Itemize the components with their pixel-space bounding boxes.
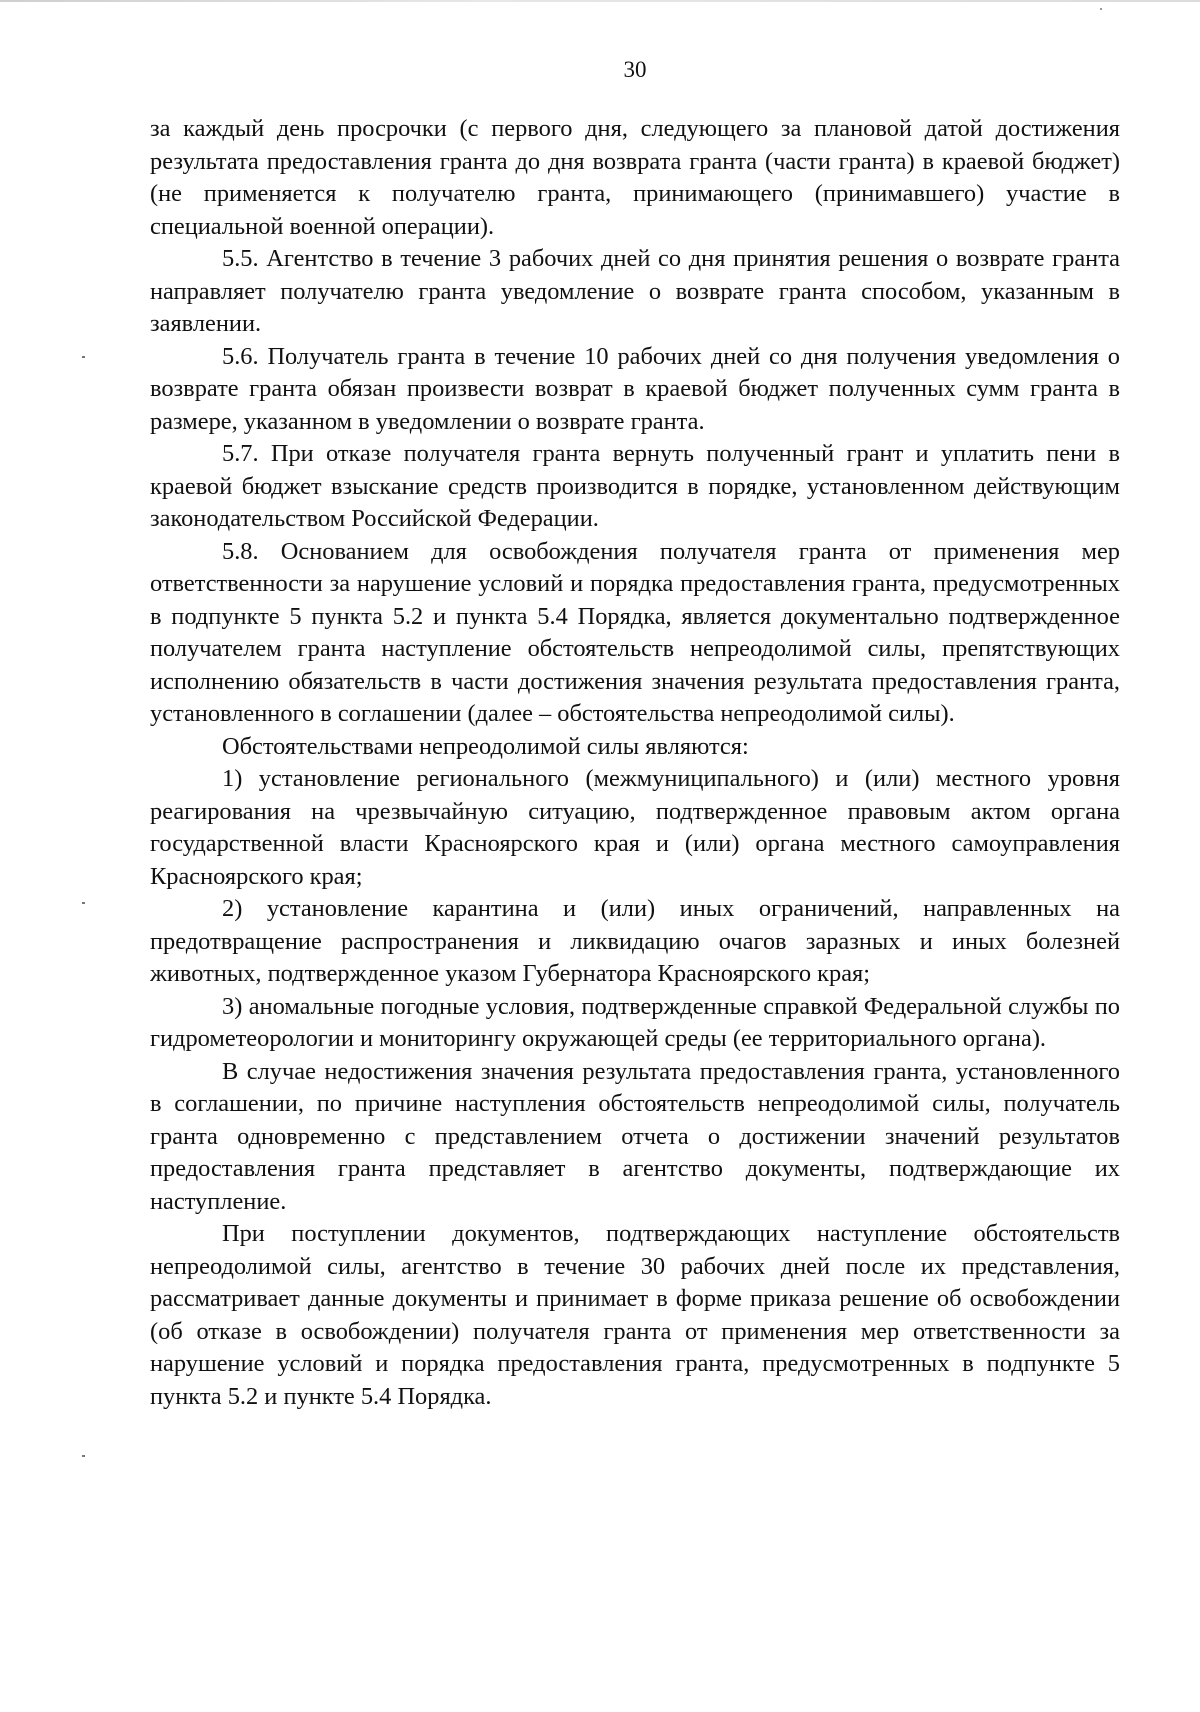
- paragraph-documents-review: При поступлении документов, подтверждающих наступление обстоятельств непреодолимой силы, агентство в течение 30 рабочих дней после их представления, рассматривает данные документы и принимает в форме приказа решение об освобождении (об отказе в освобождении) получателя гранта от применения мер ответственности за нарушение условий и порядка предоставления гранта, предусмотренных в подпункте 5 пункта 5.2 и пункте 5.4 Порядка.: [150, 1220, 1120, 1410]
- paragraph-force-majeure-intro: Обстоятельствами непреодолимой силы являются:: [222, 732, 749, 760]
- scan-mark: [82, 902, 85, 904]
- list-item-2: 2) установление карантина и (или) иных ограничений, направленных на предотвращение распространения и ликвидацию очагов заразных и иных болезней животных, подтвержденное указом Губернатора Красноярского края;: [150, 895, 1120, 987]
- paragraph-continuation: за каждый день просрочки (с первого дня, следующего за плановой датой достижения результата предоставления гранта до дня возврата гранта (части гранта) в краевой бюджет) (не применяется к получателю гранта, принимающего (принимавшего) участие в специальной военной операции).: [150, 115, 1120, 240]
- scan-mark: [82, 1455, 85, 1457]
- paragraph-5-5: 5.5. Агентство в течение 3 рабочих дней со дня принятия решения о возврате гранта направляет получателю гранта уведомление о возврате гранта способом, указанным в заявлении.: [150, 245, 1120, 337]
- paragraph-5-7: 5.7. При отказе получателя гранта вернуть полученный грант и уплатить пени в краевой бюджет взыскание средств производится в порядке, установленном действующим законодательством Российской Федерации.: [150, 440, 1120, 532]
- scan-mark: [82, 356, 85, 358]
- document-body: [150, 113, 1120, 1413]
- list-item-3: 3) аномальные погодные условия, подтвержденные справкой Федеральной службы по гидрометеорологии и мониторингу окружающей среды (ее территориального органа).: [150, 992, 1120, 1052]
- list-item-1: 1) установление регионального (межмуниципального) и (или) местного уровня реагирования на чрезвычайную ситуацию, подтвержденное правовым актом органа государственной власти Красноярского края и (или) органа местного самоуправления Красноярского края;: [150, 765, 1120, 890]
- scan-edge: [0, 0, 1200, 2]
- scan-speck: [1100, 8, 1102, 10]
- paragraph-non-achievement: В случае недостижения значения результата предоставления гранта, установленного в соглашении, по причине наступления обстоятельств непреодолимой силы, получатель гранта одновременно с представлением отчета о достижении значений результатов предоставления гранта представляет в агентство документы, подтверждающие их наступление.: [150, 1057, 1120, 1215]
- page-number: 30: [623, 57, 647, 82]
- paragraph-5-8: 5.8. Основанием для освобождения получателя гранта от применения мер ответственности за нарушение условий и порядка предоставления гранта, предусмотренных в подпункте 5 пункта 5.2 и пункта 5.4 Порядка, является документально подтвержденное получателем гранта наступление обстоятельств непреодолимой силы, препятствующих исполнению обязательств в части достижения значения результата предоставления гранта, установленного в соглашении (далее – обстоятельства непреодолимой силы).: [150, 537, 1120, 727]
- paragraph-5-6: 5.6. Получатель гранта в течение 10 рабочих дней со дня получения уведомления о возврате гранта обязан произвести возврат в краевой бюджет полученных сумм гранта в размере, указанном в уведомлении о возврате гранта.: [150, 342, 1120, 435]
